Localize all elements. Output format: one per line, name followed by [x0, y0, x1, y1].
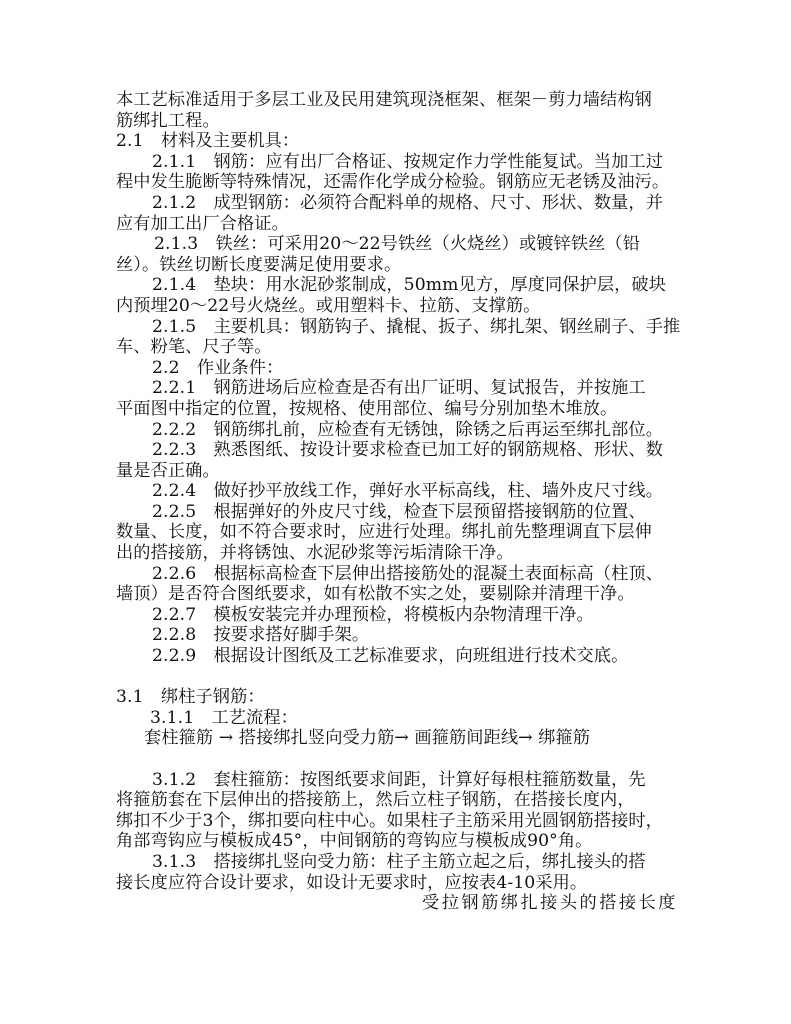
para-3-1-2-cont-2: 绑扣不少于3个，绑扣要向柱中心。如果柱子主筋采用光圆钢筋搭接时， — [116, 810, 663, 831]
para-2-2-3: 2.2.3 熟悉图纸、按设计要求检查已加工好的钢筋规格、形状、数 — [152, 440, 663, 461]
intro-line-2: 筋绑扎工程。 — [116, 110, 220, 131]
para-2-1-1: 2.1.1 钢筋：应有出厂合格证、按规定作力学性能复试。当加工过 — [152, 151, 663, 172]
para-2-1-5: 2.1.5 主要机具：钢筋钩子、撬棍、扳子、绑扎架、钢丝刷子、手推 — [152, 316, 681, 337]
heading-3-1-1: 3.1.1 工艺流程： — [150, 707, 298, 728]
para-2-2-2: 2.2.2 钢筋绑扎前，应检查有无锈蚀，除锈之后再运至绑扎部位。 — [152, 419, 663, 440]
para-2-1-2: 2.1.2 成型钢筋：必须符合配料单的规格、尺寸、形状、数量，并 — [152, 192, 663, 213]
heading-2-1: 2.1 材料及主要机具： — [116, 131, 300, 152]
para-2-1-2-cont: 应有加工出厂合格证。 — [116, 213, 289, 234]
para-2-1-4: 2.1.4 垫块：用水泥砂浆制成，50mm见方，厚度同保护层，破块 — [152, 275, 667, 296]
para-2-1-3-cont: 丝）。铁丝切断长度要满足使用要求。 — [116, 254, 402, 275]
para-2-2-5-cont-1: 数量、长度，如不符合要求时，应进行处理。绑扎前先整理调直下层伸 — [116, 522, 652, 543]
para-2-1-5-cont: 车、粉笔、尺子等。 — [116, 337, 272, 358]
intro-line-1: 本工艺标准适用于多层工业及民用建筑现浇框架、框架－剪力墙结构钢 — [116, 90, 652, 110]
para-2-2-3-cont: 量是否正确。 — [116, 460, 220, 481]
para-2-2-1-cont: 平面图中指定的位置，按规格、使用部位、编号分别加垫木堆放。 — [116, 398, 618, 419]
para-3-1-3-cont: 接长度应符合设计要求，如设计无要求时，应按表4-10采用。 — [116, 872, 588, 893]
heading-2-2: 2.2 作业条件： — [152, 357, 284, 378]
document-page — [116, 90, 682, 914]
para-3-1-2-cont-1: 将箍筋套在下层伸出的搭接筋上，然后立柱子钢筋，在搭接长度内， — [116, 790, 635, 811]
para-2-2-6: 2.2.6 根据标高检查下层伸出搭接筋处的混凝土表面标高（柱顶、 — [152, 563, 663, 584]
para-2-1-3: 2.1.3 铁丝：可采用20～22号铁丝（火烧丝）或镀锌铁丝（铅 — [154, 234, 640, 255]
para-3-1-2: 3.1.2 套柱箍筋：按图纸要求间距，计算好每根柱箍筋数量，先 — [152, 769, 646, 790]
para-2-1-1-cont: 程中发生脆断等特殊情况，还需作化学成分检验。钢筋应无老锈及油污。 — [116, 172, 670, 193]
para-2-1-4-cont: 内预埋20～22号火烧丝。或用塑料卡、拉筋、支撑筋。 — [116, 295, 541, 316]
blank-line — [116, 667, 682, 688]
para-3-1-2-cont-3: 角部弯钩应与模板成45°，中间钢筋的弯钩应与模板成90°角。 — [116, 831, 593, 852]
process-flow: 套柱箍筋 → 搭接绑扎竖向受力筋→ 画箍筋间距线→ 绑箍筋 — [144, 728, 591, 749]
table-caption: 受拉钢筋绑扎接头的搭接长度 — [422, 893, 678, 914]
para-2-2-9: 2.2.9 根据设计图纸及工艺标准要求，向班组进行技术交底。 — [152, 646, 629, 667]
para-2-2-4: 2.2.4 做好抄平放线工作，弹好水平标高线，柱、墙外皮尺寸线。 — [152, 481, 663, 502]
para-2-2-5-cont-2: 出的搭接筋，并将锈蚀、水泥砂浆等污垢清除干净。 — [116, 543, 514, 564]
blank-line — [116, 749, 682, 770]
para-2-2-7: 2.2.7 模板安装完并办理预检，将模板内杂物清理干净。 — [152, 604, 594, 625]
para-2-2-1: 2.2.1 钢筋进场后应检查是否有出厂证明、复试报告，并按施工 — [152, 378, 646, 399]
para-2-2-5: 2.2.5 根据弹好的外皮尺寸线，检查下层预留搭接钢筋的位置、 — [152, 501, 646, 522]
para-3-1-3: 3.1.3 搭接绑扎竖向受力筋：柱子主筋立起之后，绑扎接头的搭 — [152, 851, 646, 872]
heading-3-1: 3.1 绑柱子钢筋： — [116, 687, 265, 708]
para-2-2-6-cont: 墙顶）是否符合图纸要求，如有松散不实之处，要剔除并清理干净。 — [116, 584, 635, 605]
para-2-2-8: 2.2.8 按要求搭好脚手架。 — [152, 625, 370, 646]
